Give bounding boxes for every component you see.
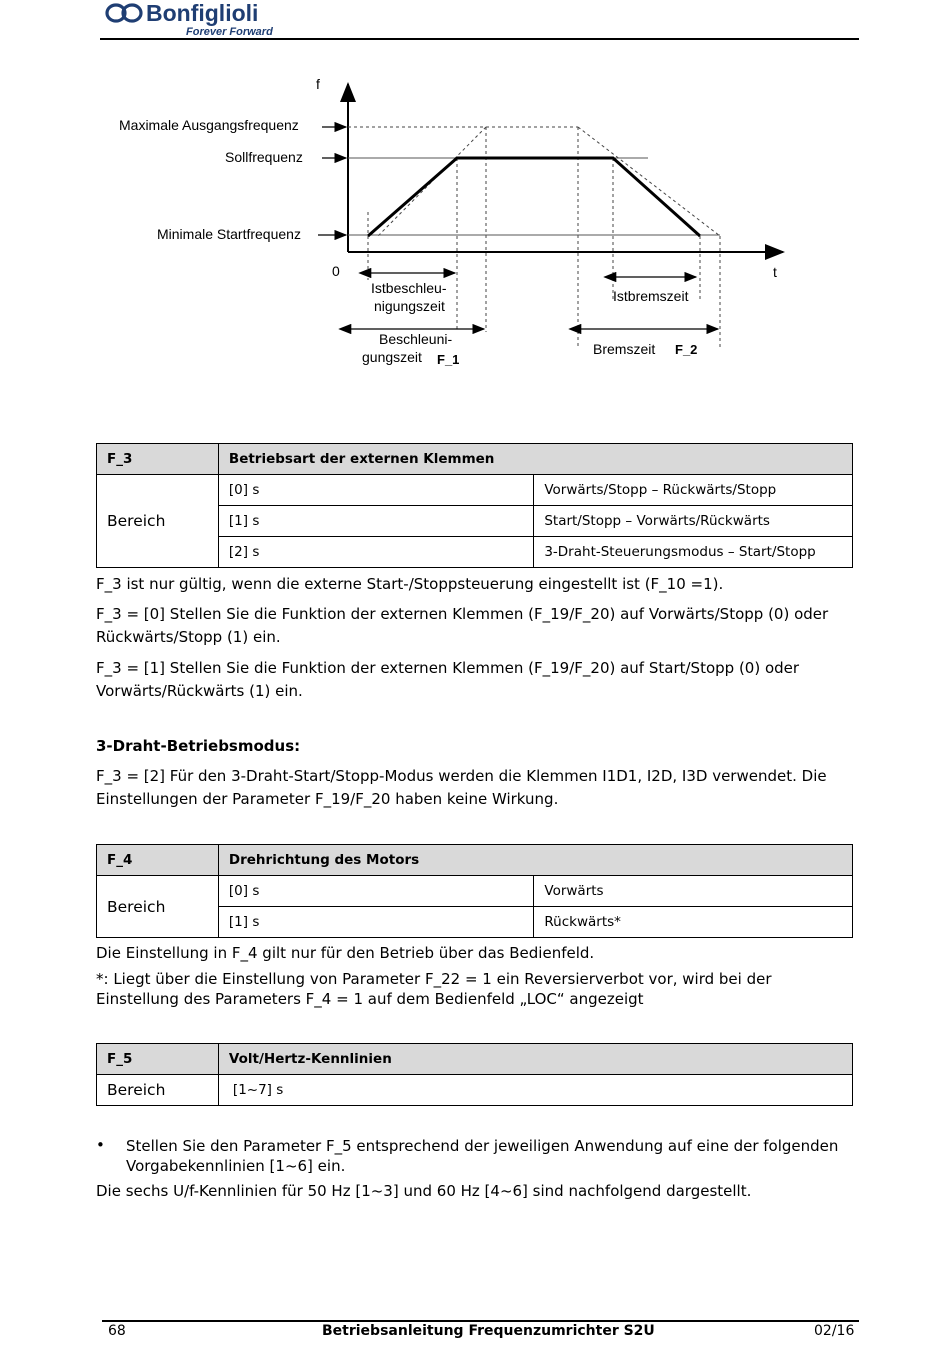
min-freq-label: Minimale Startfrequenz: [157, 226, 301, 242]
f4-desc-1: Rückwärts*: [534, 907, 853, 938]
bonfiglioli-logo: [104, 0, 274, 40]
footer-page-number: 68: [108, 1323, 126, 1339]
logo-mark-icon: [107, 5, 141, 21]
f3-table: [96, 443, 853, 568]
ist-brake-label: Istbremszeit: [613, 288, 689, 304]
f3-note-2: F_3 = [0] Stellen Sie die Funktion der externen Klemmen (F_19/F_20) auf Vorwärts/Stopp (0) oder Rückwärts/Stopp (1) ein.: [96, 605, 829, 646]
ist-accel-label-1: Istbeschleu-: [371, 280, 447, 296]
f3-desc-0: Vorwärts/Stopp – Rückwärts/Stopp: [534, 475, 853, 506]
f3-note-3: F_3 = [1] Stellen Sie die Funktion der externen Klemmen (F_19/F_20) auf Start/Stopp (0) oder Vorwärts/Rückwärts (1) ein.: [96, 659, 800, 700]
bullet-icon: •: [96, 1136, 105, 1154]
f5-value: [1~7] s: [218, 1075, 852, 1106]
three-wire-heading: 3-Draht-Betriebsmodus:: [96, 737, 301, 755]
f5-table: [96, 1043, 853, 1106]
f5-bullet-text: Stellen Sie den Parameter F_5 entsprechend der jeweiligen Anwendung auf eine der folgenden Vorgabekennlinien [1~6] ein.: [126, 1137, 839, 1175]
header-rule: [100, 38, 859, 40]
origin-label: 0: [332, 263, 340, 279]
f3-title: Betriebsart der externen Klemmen: [218, 444, 852, 475]
f4-value-0: [0] s: [218, 876, 533, 907]
f4-note-2: *: Liegt über die Einstellung von Parameter F_22 = 1 ein Reversierverbot vor, wird bei der Einstellung des Parameters F_4 = 1 auf dem Bedienfeld „LOC“ angezeigt: [96, 970, 772, 1008]
f4-table: [96, 844, 853, 938]
f3-note-4: F_3 = [2] Für den 3-Draht-Start/Stopp-Modus werden die Klemmen I1D1, I2D, I3D verwendet. Die Einstellungen der Parameter F_19/F_20 haben keine Wirkung.: [96, 767, 827, 808]
frequency-curve: [368, 158, 700, 236]
f3-value-2: [2] s: [218, 537, 533, 568]
f3-range-label: Bereich: [97, 475, 219, 568]
f3-desc-2: 3-Draht-Steuerungsmodus – Start/Stopp: [534, 537, 853, 568]
f4-title: Drehrichtung des Motors: [218, 845, 852, 876]
footer-title: Betriebsanleitung Frequenzumrichter S2U: [322, 1323, 655, 1339]
f3-value-0: [0] s: [218, 475, 533, 506]
ramp-time-diagram: [100, 70, 860, 380]
ist-accel-label-2: nigungszeit: [374, 298, 445, 314]
brake-label: Bremszeit: [593, 341, 656, 357]
f3-desc-1: Start/Stopp – Vorwärts/Rückwärts: [534, 506, 853, 537]
logo-brand: Bonfiglioli: [146, 0, 259, 26]
f4-desc-0: Vorwärts: [534, 876, 853, 907]
set-freq-label: Sollfrequenz: [225, 149, 303, 165]
f4-code: F_4: [97, 845, 219, 876]
t-axis-label: t: [773, 264, 777, 280]
f4-range-label: Bereich: [97, 876, 219, 938]
f5-range-label: Bereich: [97, 1075, 219, 1106]
max-freq-label: Maximale Ausgangsfrequenz: [119, 117, 299, 133]
f4-note-1: Die Einstellung in F_4 gilt nur für den Betrieb über das Bedienfeld.: [96, 944, 595, 962]
accel-param-label: F_1: [437, 352, 460, 367]
f3-value-1: [1] s: [218, 506, 533, 537]
f5-code: F_5: [97, 1044, 219, 1075]
accel-label-1: Beschleuni-: [379, 331, 453, 347]
brake-param-label: F_2: [675, 342, 698, 357]
logo-tagline: Forever Forward: [186, 26, 273, 38]
f5-title: Volt/Hertz-Kennlinien: [218, 1044, 852, 1075]
footer-date: 02/16: [814, 1323, 855, 1339]
f5-note: Die sechs U/f-Kennlinien für 50 Hz [1~3] und 60 Hz [4~6] sind nachfolgend dargestellt.: [96, 1182, 752, 1200]
f3-note-1: F_3 ist nur gültig, wenn die externe Start-/Stoppsteuerung eingestellt ist (F_10 =1).: [96, 575, 724, 593]
f4-value-1: [1] s: [218, 907, 533, 938]
accel-label-2: gungszeit: [362, 349, 422, 365]
f-axis-label: f: [316, 76, 320, 92]
f3-code: F_3: [97, 444, 219, 475]
footer-rule: [102, 1320, 859, 1322]
